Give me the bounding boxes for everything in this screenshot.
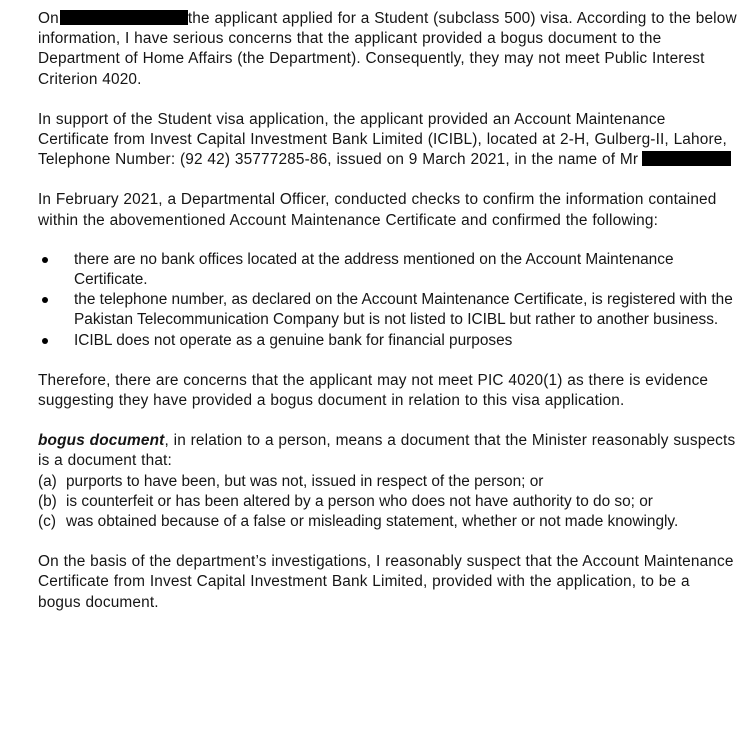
clause-marker: (b) <box>38 492 57 510</box>
support-text: In support of the Student visa application, the applicant provided an Account Maintenance Certificate from Invest Capital Investment Bank Limited (ICIBL), located at 2-H, Gulberg-II, Lahore, Telephone Number: (92 42) 35777285-86, issued on 9 March 2021, in the name of <box>38 110 727 169</box>
list-item <box>38 331 737 351</box>
clause-row <box>38 492 737 512</box>
bullet-icon <box>42 338 48 344</box>
intro-rest: the applicant applied for a Student (subclass 500) visa. According to the below information, I have serious concerns that the applicant provided a bogus document to the Department of Home Affairs (the Department). Consequently, they may not meet Public Interest Criterion 4020. <box>38 10 737 88</box>
clause-text: was obtained because of a false or misleading statement, whether or not made knowingly. <box>66 513 679 531</box>
list-item <box>38 290 737 330</box>
findings-list <box>38 250 737 351</box>
bullet-icon <box>42 257 48 263</box>
clause-text: purports to have been, but was not, issued in respect of the person; or <box>66 472 544 490</box>
clause-marker: (a) <box>38 472 57 490</box>
redacted-name-bar <box>642 151 731 166</box>
paragraph-support <box>38 110 737 171</box>
spacer <box>38 411 737 431</box>
spacer <box>38 532 737 552</box>
spacer <box>38 170 737 190</box>
clause-row <box>38 512 737 532</box>
redacted-date-bar <box>60 10 188 25</box>
finding-text: there are no bank offices located at the address mentioned on the Account Maintenance Certificate. <box>74 250 674 289</box>
paragraph-therefore: Therefore, there are concerns that the applicant may not meet PIC 4020(1) as there is evidence suggesting they have provided a bogus document in relation to this visa application. <box>38 371 709 410</box>
bullet-icon <box>42 297 48 303</box>
clause-text: is counterfeit or has been altered by a person who does not have authority to do so; or <box>66 492 653 510</box>
clause-row <box>38 472 737 492</box>
definition-lead <box>38 431 737 471</box>
document-body <box>38 9 737 613</box>
clause-marker: (c) <box>38 513 56 531</box>
paragraph-intro <box>38 9 737 90</box>
definition-term: bogus document <box>38 432 165 450</box>
spacer <box>38 351 737 371</box>
finding-text: ICIBL does not operate as a genuine bank for financial purposes <box>74 331 513 349</box>
finding-text: the telephone number, as declared on the Account Maintenance Certificate, is registered with the Pakistan Telecommunication Company but is not listed to ICIBL but rather to another business. <box>74 291 733 329</box>
list-item <box>38 250 737 290</box>
definition-clauses <box>38 472 737 533</box>
paragraph-checks: In February 2021, a Departmental Officer, conducted checks to confirm the information contained within the abovementioned Account Maintenance Certificate and confirmed the following: <box>38 191 717 229</box>
support-name-prefix: Mr <box>619 151 639 169</box>
definition-lead-text: , in relation to a person, means a document that the Minister reasonably suspects is a document that: <box>38 432 736 470</box>
spacer <box>38 90 737 110</box>
intro-lead: On <box>38 10 59 27</box>
paragraph-conclusion: On the basis of the department’s investigations, I reasonably suspect that the Account Maintenance Certificate from Invest Capital Investment Bank Limited, provided with the application, to be a bogus document. <box>38 553 734 611</box>
spacer <box>38 231 737 250</box>
